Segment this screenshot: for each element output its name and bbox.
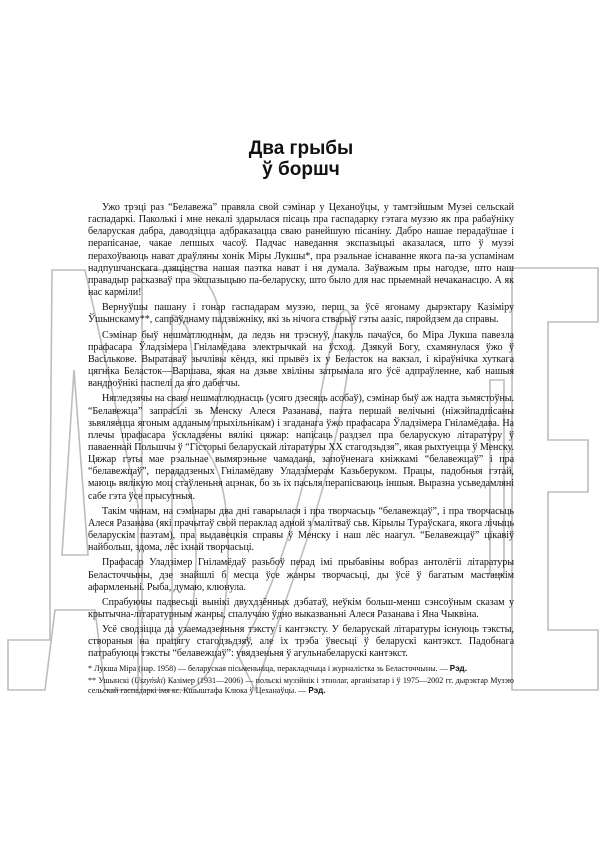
paragraph: Сэмінар быў нешматлюдным, да ледзь ня трэснуў, пакуль пачаўся, бо Міра Лукша павезла прафасара Ўладзімера Гніламёдава электрычкай на ўсход. Дзякуй Богу, схамянулася ўжо ў Васількове. Выратаваў зычлівы кёндз, які прывёз іх у Беласток на вакзал, і кіраўнічка хуткага цягніка Беласток—Варшава, якая на дзьве хвіліны затрымала яго ўсё адпраўленне, каб нашыя вандроўнікі паспелі да яго дабегчы. <box>88 329 514 390</box>
footnote-text: ) Казімер (1931—2006) — польскі музэйнік і этнолаг, арганізатар і ў 1975—2002 гг. дырэктар Музэю сельскай гаспадаркі імя кс. Кшыштафа Клюка ў Цеханаўцы. — <box>88 675 514 695</box>
paragraph: Прафасар Уладзімер Гніламёдаў разьбоў перад імі прыбавіны вобраз антолёгіі літаратуры Беласточчыны, дзе знайшлі б месца ўсе жанры творчасьці, ды ўсё ў багатым мастацкім афармленьні. Рыба, думаю, клюнула. <box>88 557 514 593</box>
footnotes <box>88 664 514 696</box>
title-line-2: ў боршч <box>262 159 340 180</box>
paragraph: Усё сводзіцца да узаемадзеяньня тэксту і кантэксту. У беларускай літаратуры існуюць тэксты, створаныя на працягу стагодзьдзяў, але іх трэба ўвесьці ў беларускі кантэкст. Падобнага патрабуюць тэксты “белавежцаў”: увядзеньня ў агульнабеларускі кантэкст. <box>88 624 514 660</box>
footnote-2 <box>88 676 514 696</box>
article-title <box>88 138 514 180</box>
paragraph: Ужо трэці раз “Белавежа” правяла свой сэмінар у Цеханоўцы, у тамтэйшым Музеі сельскай гаспадаркі. Паколькі і мне некалі здарылася пісаць пра гаспадарку гэтага музэю як пра рабаўніку беларуская дабра, даводзіцца адбраказацца сваю ранейшую пісаніну. Дабро нашае перадаўшае і перапісанае, чакае лепшых часоў. Падчас наведання экспазыцыі аказалася, што ў музэі перахоўваюць нават драўляны хонік Міры Лукшы*, пра рэальнае існаванне якога па-за успамінам надпушчанскага дзяцінства нашая паэтка нават і ня думала. Заўважым пры нагодзе, што наш правадыр расказваў пра экспазыцыю па-беларуску, што было для нас прыемнай нечаканасцю. А як нас карміли! <box>88 202 514 299</box>
page-content <box>88 138 514 698</box>
footnote-italic-name: Uszyński <box>134 675 163 685</box>
footnote-1 <box>88 664 514 674</box>
paragraph: Такім чынам, на сэмінары два дні гаварылася і пра творчасьць “белавежцаў”, і пра творчасьць Алеся Разанава (які прачытаў свой пераклад адной з малітваў сьв. Кірылы Тураўскага, якога лічыць беларускім паэтам), пра выдавецкія справы ў Менску і наш лёс наагул. “Белавежцаў” цікавіў найбольш, здома, лёс іхнай творчасьці. <box>88 505 514 554</box>
paragraph: Спрабуючы падвесьці вынікі двухдзённых дэбатаў, неўкім больш-менш сэнсоўным сказам у крытычна-літаратурным жанры, спалучаю ўдно выказваньні Алеся Разанава і Яна Чыквіна. <box>88 596 514 620</box>
title-line-1: Два грыбы <box>248 138 354 159</box>
paragraph: Нягледзячы на сваю нешматлюднасць (усяго дзесяць асобаў), сэмінар быў аж надта зьмястоўны. “Белавежца” запрасілі зь Менску Алеся Разанава, паэта першай велічыні (ніжэйпадпісаны зьвяляецца ягоным адданым прыхільнікам) і згаданага ўжо прафасара Ўладзімера Гніламёдава. На плечы прафасара ўскладзены вялікі цяжар: напісаць раздзел пра беларускую літаратуру ў паваеннай Польшчы ў “Гісторыі беларускай літаратуры ХХ стагодзьдзя”, якая рыхтуецца ў Менску. Цяжар гэты мае рэальнае вымярэньне чамадана, запоўненага кніжкамі “белавежцаў” і пра “белавежцаў”, перададзеных Гніламёдаву Уладзімерам Казьберуком. Працы, падобныя гэтай, маюць вялікую моц стаўленьня ацэнак, бо зь іх пасьля перапісваюць іншыя. Выразна усьведамляні сабе гэта ўсе прысутныя. <box>88 393 514 502</box>
footnote-editor-tag: Рэд. <box>449 663 467 673</box>
footnote-text: * Лукша Міра (нар. 1958) — беларуская пісьменьніца, перакладчыца і журналістка зь Беласточчыны. — <box>88 663 450 673</box>
article-body <box>88 202 514 661</box>
footnote-editor-tag: Рэд. <box>308 685 326 695</box>
paragraph: Вернуўшы пашану і гонар гаспадарам музэю, перш за ўсё ягонаму дырэктару Казіміру Ўшынскаму**, сапраўднаму падзвіжніку, які зь нічога стварыў гэты аазіс, пяройдзем да справы. <box>88 302 514 326</box>
footnote-text: ** Ушынскі ( <box>88 675 135 685</box>
